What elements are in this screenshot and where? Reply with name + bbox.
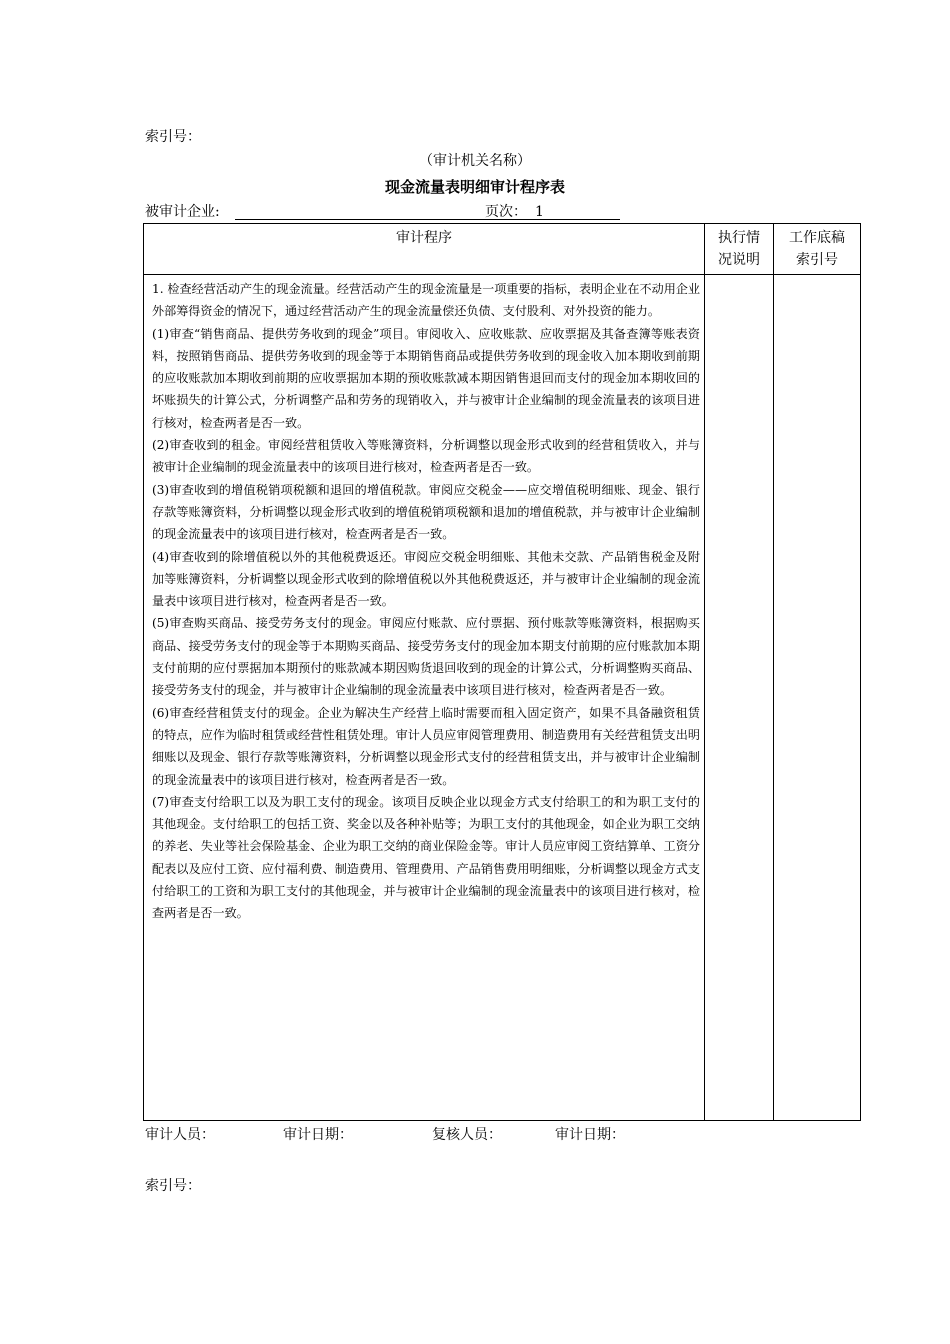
page-number: 1	[535, 204, 544, 220]
procedure-paragraph: (2)审查收到的租金。审阅经营租赁收入等账簿资料，分析调整以现金形式收到的经营租赁收入，并与被审计企业编制的现金流量表中的该项目进行核对，检查两者是否一致。	[152, 438, 700, 475]
header-divider	[144, 274, 860, 275]
audited-company-label: 被审计企业:	[145, 204, 220, 220]
reviewer-label: 复核人员：	[432, 1127, 502, 1143]
company-name-underline	[235, 219, 620, 220]
column-header-reference-line2: 索引号	[796, 252, 838, 268]
audit-authority-name: （审计机关名称）	[419, 153, 531, 169]
column-header-reference	[774, 224, 860, 274]
procedure-paragraph: (5)审查购买商品、接受劳务支付的现金。审阅应付账款、应付票据、预付账款等账簿资料，根据购买商品、接受劳务支付的现金等于本期购买商品、接受劳务支付的现金加本期支付前期的应付账款加本期支付前期的应付票据加本期预付的账款减本期因购货退回收到的现金的计算公式，分析调整购买商品、接受劳务支付的现金，并与被审计企业编制的现金流量表中该项目进行核对，检查两者是否一致。	[152, 616, 700, 698]
signature-row	[145, 1125, 861, 1145]
procedure-paragraph: (4)审查收到的除增值税以外的其他税费返还。审阅应交税金明细账、其他未交款、产品销售税金及附加等账簿资料，分析调整以现金形式收到的除增值税以外其他税费返还，并与被审计企业编制的现金流量表中该项目进行核对，检查两者是否一致。	[152, 549, 700, 609]
procedure-paragraph: (3)审查收到的增值税销项税额和退回的增值税款。审阅应交税金——应交增值税明细账、现金、银行存款等账簿资料，分析调整以现金形式收到的增值税销项税额和退加的增值税款，并与被审计企业编制的现金流量表中的该项目进行核对，检查两者是否一致。	[152, 482, 700, 542]
index-number-label: 索引号：	[145, 129, 201, 145]
review-date-label: 审计日期：	[555, 1127, 625, 1143]
audit-procedure-table	[143, 223, 861, 1121]
procedure-paragraph: 1. 检查经营活动产生的现金流量。经营活动产生的现金流量是一项重要的指标，表明企业在不动用企业外部筹得资金的情况下，通过经营活动产生的现金流量偿还负债、支付股利、对外投资的能力。	[152, 282, 700, 319]
column-divider	[773, 224, 774, 1120]
procedure-text-cell	[152, 278, 700, 925]
column-header-execution-line2: 况说明	[718, 252, 760, 268]
procedure-paragraph: (7)审查支付给职工以及为职工支付的现金。该项目反映企业以现金方式支付给职工的和为职工支付的其他现金。支付给职工的包括工资、奖金以及各种补贴等；为职工支付的其他现金，如企业为职工交纳的养老、失业等社会保险基金、企业为职工交纳的商业保险金等。审计人员应审阅工资结算单、工资分配表以及应付工资、应付福利费、制造费用、管理费用、产品销售费用明细账，分析调整以现金方式支付给职工的工资和为职工支付的其他现金，并与被审计企业编制的现金流量表中的该项目进行核对，检查两者是否一致。	[152, 794, 700, 921]
column-divider	[704, 224, 705, 1120]
page-title: 现金流量表明细审计程序表	[384, 178, 565, 196]
column-header-reference-line1: 工作底稿	[789, 230, 845, 246]
meta-row	[145, 203, 861, 221]
audit-date-label: 审计日期：	[283, 1127, 353, 1143]
procedure-paragraph: (6)审查经营租赁支付的现金。企业为解决生产经营上临时需要而租入固定资产，如果不具备融资租赁的特点，应作为临时租赁或经营性租赁处理。审计人员应审阅管理费用、制造费用有关经营租赁支出明细账以及现金、银行存款等账簿资料，分析调整以现金形式支付的经营租赁支出，并与被审计企业编制的现金流量表中的该项目进行核对，检查两者是否一致。	[152, 705, 700, 787]
page-label: 页次：	[485, 204, 527, 220]
index-number-label-next-page: 索引号：	[145, 1178, 201, 1194]
column-header-procedure-text: 审计程序	[396, 230, 452, 246]
procedure-paragraph: (1)审查“销售商品、提供劳务收到的现金”项目。审阅收入、应收账款、应收票据及其备查簿等账表资料，按照销售商品、提供劳务收到的现金等于本期销售商品或提供劳务收到的现金收入加本期收到前期的应收账款加本期收到前期的应收票据加本期的预收账款减本期因销售退回而支付的现金加本期收回的坏账损失的计算公式，分析调整产品和劳务的现销收入，并与被审计企业编制的现金流量表的该项目进行核对，检查两者是否一致。	[152, 326, 700, 430]
auditor-label: 审计人员：	[145, 1127, 215, 1143]
column-header-execution	[705, 224, 773, 274]
column-header-procedure	[144, 224, 704, 274]
column-header-execution-line1: 执行情	[718, 230, 760, 246]
